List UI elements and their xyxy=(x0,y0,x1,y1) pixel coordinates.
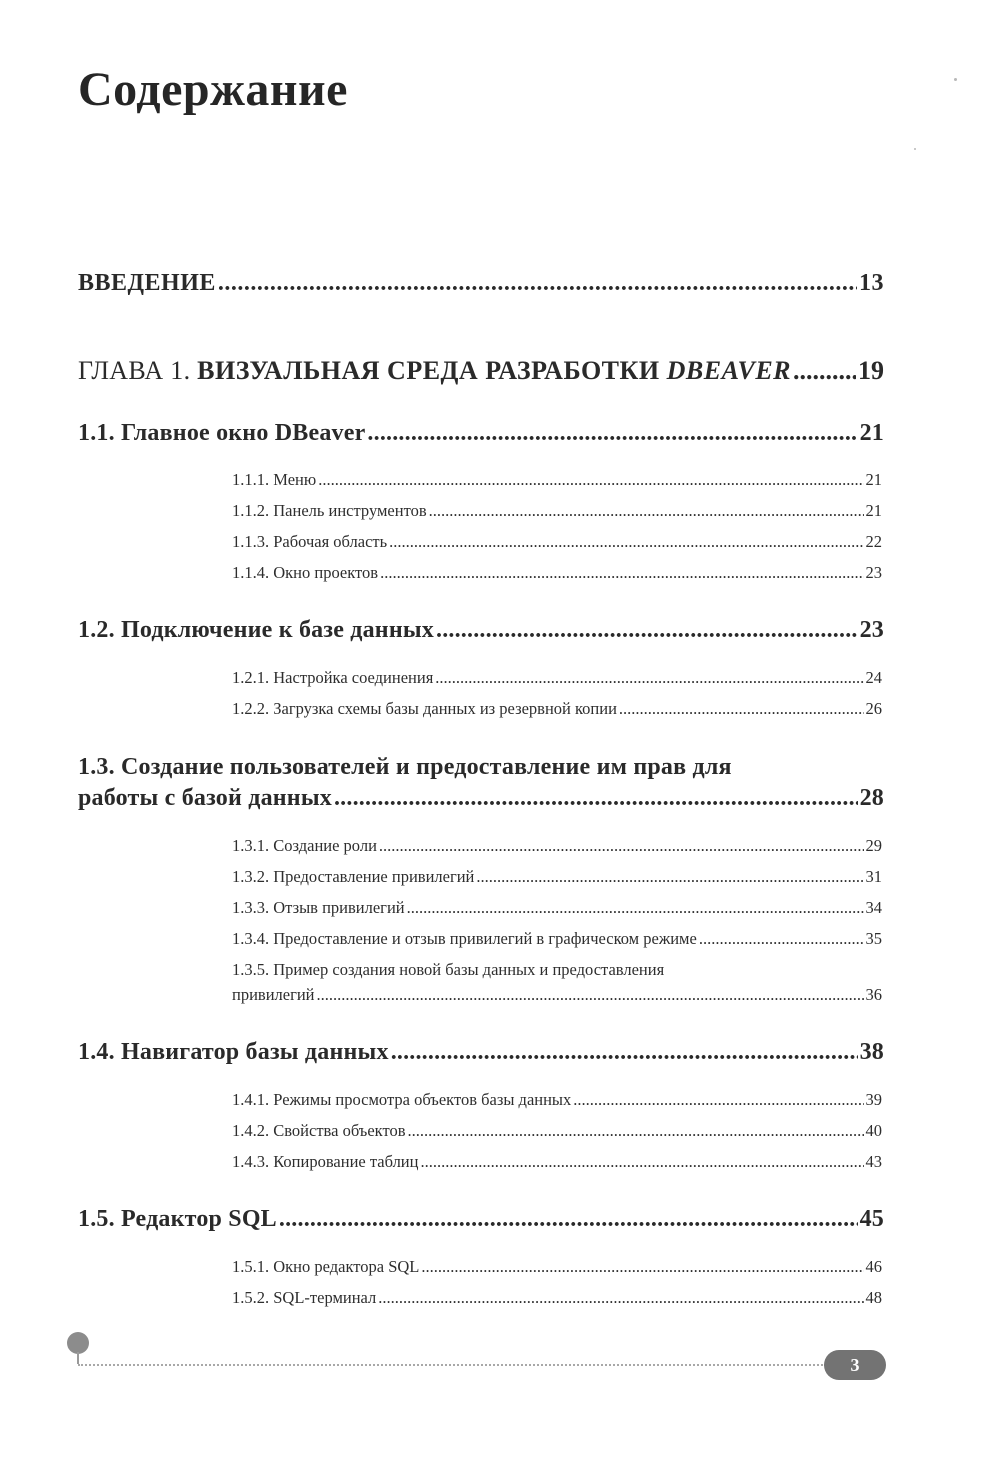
toc-entry-page: 36 xyxy=(865,985,882,1004)
toc-entry-subsection[interactable] xyxy=(232,563,882,583)
dot-leader xyxy=(408,1121,864,1141)
toc-entry-page: 23 xyxy=(865,563,882,582)
dot-leader xyxy=(619,699,864,719)
toc-entry-page: 13 xyxy=(859,270,884,296)
dot-leader xyxy=(380,563,863,583)
dot-leader xyxy=(391,1039,858,1066)
toc-entry-page: 46 xyxy=(865,1257,882,1276)
toc-entry-page: 21 xyxy=(865,470,882,489)
page-title: Содержание xyxy=(78,63,348,116)
toc-entry-subsection[interactable] xyxy=(232,1257,882,1277)
toc-entry-label-line2: привилегий xyxy=(232,985,315,1004)
toc-entry-label: 1.5.1. Окно редактора SQL xyxy=(232,1257,420,1276)
toc-entry-label: 1.4.1. Режимы просмотра объектов базы данных xyxy=(232,1090,572,1109)
dot-leader xyxy=(436,617,858,644)
dot-leader xyxy=(279,1206,858,1233)
toc-entry-label: 1.3.2. Предоставление привилегий xyxy=(232,867,475,886)
toc-entry-page: 35 xyxy=(865,929,882,948)
toc-entry-subsection[interactable] xyxy=(232,1152,882,1172)
toc-entry-label: 1.4. Навигатор базы данных xyxy=(78,1039,389,1065)
toc-entry-subsection[interactable] xyxy=(232,929,882,949)
toc-entry-label: 1.3.4. Предоставление и отзыв привилегий в графическом режиме xyxy=(232,929,697,948)
dot-leader xyxy=(334,785,858,812)
toc-entry-label: 1.2.1. Настройка соединения xyxy=(232,668,434,687)
toc-entry-label-line1: 1.3.5. Пример создания новой базы данных и предоставления xyxy=(232,960,665,979)
toc-entry-label: 1.1.2. Панель инструментов xyxy=(232,501,427,520)
toc-entry-subsection[interactable] xyxy=(232,699,882,719)
dot-leader xyxy=(317,985,864,1005)
toc-entry-label: 1.3.1. Создание роли xyxy=(232,836,377,855)
toc-entry-subsection[interactable] xyxy=(232,836,882,856)
toc-entry-subsection[interactable] xyxy=(232,1121,882,1141)
chapter-heading xyxy=(78,356,791,386)
dot-leader xyxy=(367,420,857,447)
footer-stem xyxy=(77,1352,79,1364)
footer-bullet-icon xyxy=(67,1332,89,1354)
dot-leader xyxy=(699,929,864,949)
toc-entry-subsection[interactable] xyxy=(232,501,882,521)
toc-entry-page: 26 xyxy=(865,699,882,718)
scan-speck xyxy=(914,148,916,150)
toc-entry-section-1-4[interactable] xyxy=(78,1039,884,1066)
toc-entry-page: 19 xyxy=(858,356,884,385)
toc-entry-label-line2-row xyxy=(232,985,882,1005)
dot-leader xyxy=(379,836,864,856)
toc-entry-introduction[interactable] xyxy=(78,270,884,297)
toc-entry-label: 1.3.3. Отзыв привилегий xyxy=(232,898,405,917)
chapter-title-italic: DBEAVER xyxy=(666,356,792,385)
toc-entry-label: 1.5.2. SQL-терминал xyxy=(232,1288,377,1307)
dot-leader xyxy=(429,501,864,521)
dot-leader xyxy=(389,532,863,552)
dot-leader xyxy=(476,867,863,887)
toc-entry-label-line2-row xyxy=(78,785,884,812)
toc-entry-subsection[interactable] xyxy=(232,668,882,688)
toc-entry-section-1-1[interactable] xyxy=(78,420,884,447)
dot-leader xyxy=(420,1152,863,1172)
toc-entry-section-1-2[interactable] xyxy=(78,617,884,644)
toc-entry-page: 24 xyxy=(865,668,882,687)
toc-entry-page: 38 xyxy=(859,1039,884,1065)
toc-entry-subsection[interactable] xyxy=(232,1090,882,1110)
chapter-title xyxy=(197,356,791,385)
toc-entry-subsection[interactable] xyxy=(232,470,882,490)
dot-leader xyxy=(793,356,856,386)
toc-entry-subsection-wrapped[interactable] xyxy=(232,960,882,1005)
dot-leader xyxy=(218,270,857,297)
toc-entry-page: 21 xyxy=(865,501,882,520)
toc-entry-label: 1.1.3. Рабочая область xyxy=(232,532,388,551)
toc-entry-page: 31 xyxy=(865,867,882,886)
toc-entry-subsection[interactable] xyxy=(232,898,882,918)
toc-entry-page: 21 xyxy=(859,420,884,446)
toc-entry-page: 34 xyxy=(865,898,882,917)
toc-entry-label-line2: работы с базой данных xyxy=(78,785,332,811)
toc-entry-label: 1.1. Главное окно DBeaver xyxy=(78,420,366,446)
toc-entry-chapter-1[interactable] xyxy=(78,356,884,386)
toc-entry-label: ВВЕДЕНИЕ xyxy=(78,270,216,296)
toc-entry-subsection[interactable] xyxy=(232,532,882,552)
chapter-prefix: ГЛАВА 1. xyxy=(78,356,198,385)
toc-entry-page: 45 xyxy=(859,1206,884,1232)
toc-entry-subsection[interactable] xyxy=(232,1288,882,1308)
toc-entry-label: 1.2. Подключение к базе данных xyxy=(78,617,434,643)
toc-entry-label: 1.4.3. Копирование таблиц xyxy=(232,1152,419,1171)
toc-entry-label-line1: 1.3. Создание пользователей и предоставление им прав для xyxy=(78,754,732,780)
footer-dotted-rule xyxy=(78,1364,826,1366)
toc-entry-page: 48 xyxy=(865,1288,882,1307)
toc-entry-page: 23 xyxy=(859,617,884,643)
toc-entry-section-1-3[interactable] xyxy=(78,754,884,812)
dot-leader xyxy=(421,1257,863,1277)
toc-entry-page: 29 xyxy=(865,836,882,855)
toc-entry-page: 28 xyxy=(859,785,884,811)
toc-entry-subsection[interactable] xyxy=(232,867,882,887)
toc-entry-section-1-5[interactable] xyxy=(78,1206,884,1233)
toc-entry-page: 43 xyxy=(865,1152,882,1171)
scan-speck xyxy=(954,78,957,81)
toc-entry-page: 22 xyxy=(865,532,882,551)
toc-entry-page: 39 xyxy=(865,1090,882,1109)
dot-leader xyxy=(573,1090,863,1110)
page-number-badge: 3 xyxy=(824,1350,886,1380)
dot-leader xyxy=(318,470,863,490)
toc-entry-label: 1.5. Редактор SQL xyxy=(78,1206,277,1232)
toc-entry-label: 1.4.2. Свойства объектов xyxy=(232,1121,406,1140)
dot-leader xyxy=(435,668,863,688)
toc-entry-page: 40 xyxy=(865,1121,882,1140)
dot-leader xyxy=(407,898,864,918)
toc-entry-label: 1.1.1. Меню xyxy=(232,470,317,489)
toc-entry-label: 1.1.4. Окно проектов xyxy=(232,563,379,582)
dot-leader xyxy=(378,1288,863,1308)
toc-entry-label: 1.2.2. Загрузка схемы базы данных из резервной копии xyxy=(232,699,617,718)
chapter-title-text: ВИЗУАЛЬНАЯ СРЕДА РАЗРАБОТКИ xyxy=(197,356,667,385)
